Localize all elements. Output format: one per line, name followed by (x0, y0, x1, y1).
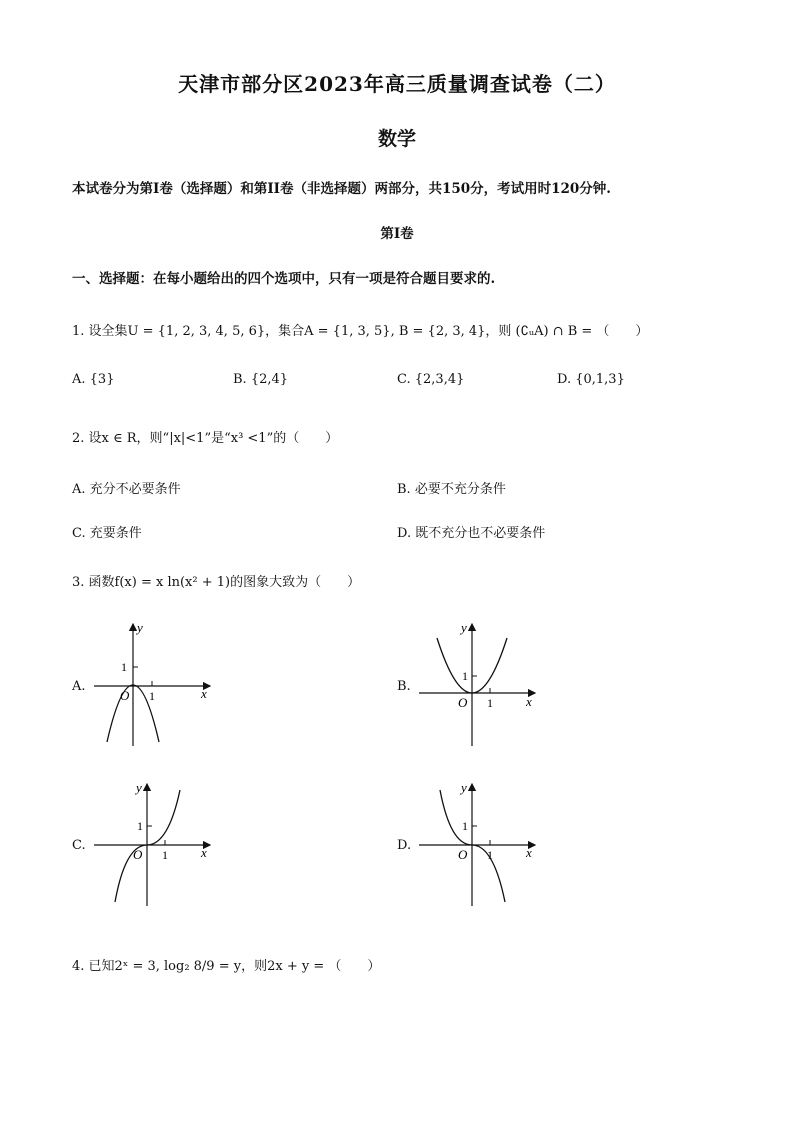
q1-option-b: B. {2,4} (233, 372, 289, 387)
q3-graph-c (90, 778, 215, 910)
y-label: y (461, 780, 467, 795)
one-y-label: 1 (462, 669, 468, 683)
q2-option-a: A. 充分不必要条件 (72, 482, 181, 497)
question-1-stem: 1. 设全集U = {1, 2, 3, 4, 5, 6}，集合A = {1, 3, 5}, B = {2, 3, 4}，则 (∁ᵤA) ∩ B = （ ） (72, 324, 649, 339)
x-label: x (201, 686, 207, 701)
q1-option-d: D. {0,1,3} (557, 372, 625, 387)
y-label: y (461, 620, 467, 635)
q3-graph-d (415, 778, 540, 910)
question-2-stem: 2. 设x ∈ R，则“|x|<1”是“x³ <1”的（ ） (72, 431, 339, 446)
one-x-label: 1 (487, 696, 493, 710)
q2-option-c: C. 充要条件 (72, 526, 142, 541)
origin-label: O (458, 695, 468, 710)
one-x-label: 1 (162, 848, 168, 862)
q3-option-d-label: D. (397, 838, 412, 853)
page-title: 天津市部分区2023年高三质量调查试卷（二） (178, 72, 616, 96)
subject-title: 数学 (377, 128, 416, 150)
q3-option-a-label: A. (72, 679, 86, 694)
q2-option-b: B. 必要不充分条件 (397, 482, 506, 497)
exam-intro: 本试卷分为第I卷（选择题）和第II卷（非选择题）两部分，共150分，考试用时120分钟. (72, 181, 612, 197)
y-label: y (137, 620, 143, 635)
question-4-stem: 4. 已知2ˣ = 3, log₂ 8/9 = y，则2x + y = （ ） (72, 959, 381, 974)
one-y-label: 1 (121, 660, 127, 674)
question-3-stem: 3. 函数f(x) = x ln(x² + 1)的图象大致为（ ） (72, 575, 361, 590)
origin-label: O (120, 688, 130, 703)
q1-option-a: A. {3} (72, 372, 115, 387)
q3-graph-a (90, 618, 215, 750)
one-y-label: 1 (137, 819, 143, 833)
one-y-label: 1 (462, 819, 468, 833)
x-label: x (526, 845, 532, 860)
q3-option-c-label: C. (72, 838, 86, 853)
origin-label: O (458, 847, 468, 862)
x-label: x (526, 694, 532, 709)
q1-option-c: C. {2,3,4} (397, 372, 465, 387)
q3-graph-b (415, 618, 540, 750)
x-label: x (201, 845, 207, 860)
part-heading: 第I卷 (380, 226, 414, 242)
y-label: y (136, 780, 142, 795)
q2-option-d: D. 既不充分也不必要条件 (397, 526, 546, 541)
one-x-label: 1 (149, 689, 155, 703)
q3-option-b-label: B. (397, 679, 411, 694)
one-x-label: 1 (487, 848, 493, 862)
origin-label: O (133, 847, 143, 862)
section-heading: 一、选择题：在每小题给出的四个选项中，只有一项是符合题目要求的. (72, 271, 496, 287)
